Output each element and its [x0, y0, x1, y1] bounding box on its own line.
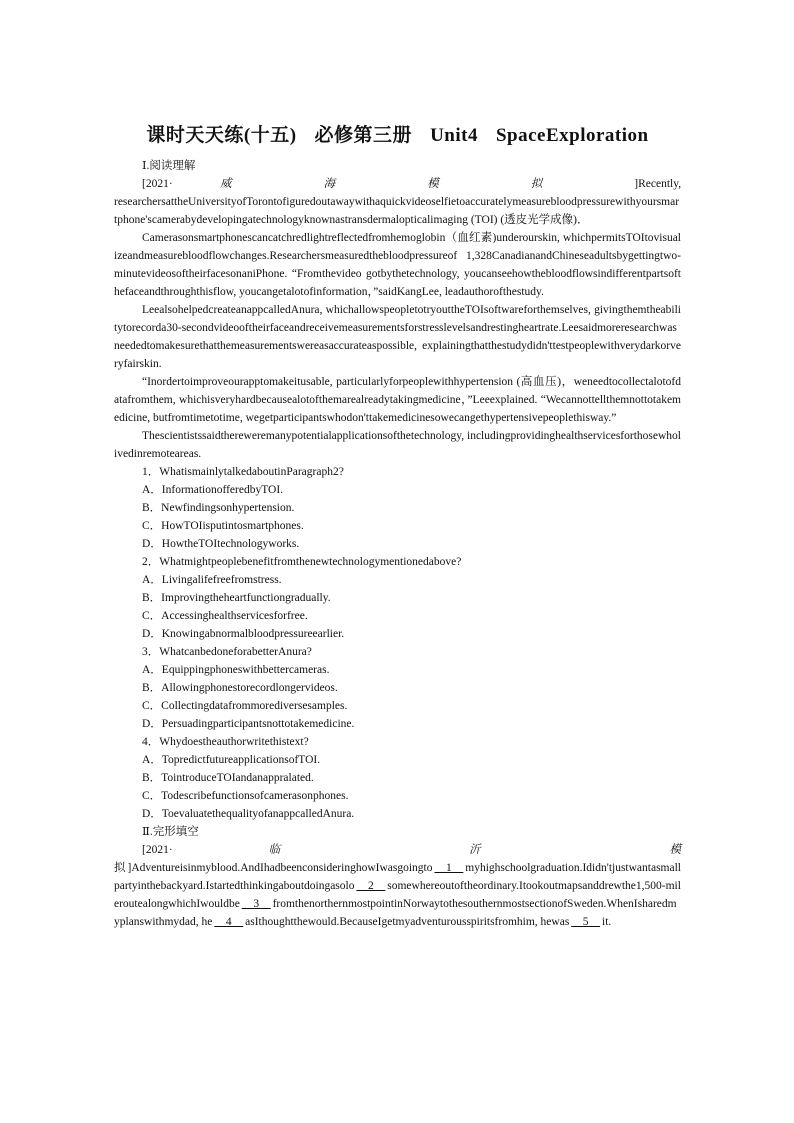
title-part-1: 课时天天练(十五) [146, 125, 297, 146]
paragraph-3: LeealsohelpedcreateanappcalledAnura, whichallowspeopletotryouttheTOIsoftwareforthemselves, givingthemtheabilitytorecorda30-secondvideooftheirfaceandreceivemeasurementsforstresslevelsandrestingheartrate.Leesaidmoreresearchwasneededtomakesurethatthemeasurementswereasaccurateaspossible, explainingthatthestudydidn'ttestpeoplewithverydarkorveryfairskin. [114, 304, 681, 370]
title-part-4: SpaceExploration [495, 125, 649, 146]
option-3a: A．Equippingphoneswithbettercameras. [142, 664, 330, 676]
paragraph-1: researchersattheUniversityofTorontofiguredoutawaywithaquickvideoselfietoaccuratelymeasurebloodpressurewithyoursmartphone'scamerabydevelopingatechnologyknownastransdermalopticalimaging (TOI) (透皮光学成像)． [114, 196, 680, 226]
source-line-reading [114, 175, 681, 193]
source-char: 拟 [530, 178, 587, 190]
cloze-text: somewhereoutoftheordinary.Itookoutmapsanddrewthe1,500-mileroutealongwhichIwouldbe [114, 880, 681, 910]
title-part-3: Unit4 [430, 125, 478, 146]
source-char: 模 [669, 844, 682, 856]
paragraph-5: Thescientistssaidthereweremanypotentialapplicationsofthetechnology, includingprovidinghealthservicesforthosewholivedinremoteareas. [114, 430, 681, 460]
question-4: 4．Whydoestheauthorwritethistext? [142, 736, 309, 748]
option-1d: D．HowtheTOItechnologyworks. [142, 538, 300, 550]
cloze-blank-5: __5__ [571, 916, 601, 928]
option-4b: B．TointroduceTOIandanappralated. [142, 772, 314, 784]
option-4d: D．ToevaluatethequalityofanappcalledAnura. [142, 808, 355, 820]
source-year: [2021· [142, 178, 173, 190]
option-1c: C．HowTOIisputintosmartphones. [142, 520, 304, 532]
option-1b: B．Newfindingsonhypertension. [142, 502, 295, 514]
cloze-text: fromthenorthernmostpointinNorwaytothesouthernmostsectionofSweden.WhenIsharedmyplanswithmydad, he [114, 898, 677, 928]
section-heading-cloze: Ⅱ.完形填空 [142, 826, 199, 838]
source-year: [2021· [142, 844, 173, 856]
question-2: 2．Whatmightpeoplebenefitfromthenewtechnologymentionedabove? [142, 556, 462, 568]
cloze-blank-1: __1__ [434, 862, 464, 874]
paragraph-2: Camerasonsmartphonescancatchredlightreflectedfromhemoglobin（血红素)underourskin, whichpermitsTOItovisualizeandmeasurebloodflowchanges.Researchersmeasuredthebloodpressureof 1,328CanadianandChineseadultsbygettingtwo-minutevideosoftheirfacesonaniPhone. “Fromthevideo gotbythetechnology, youcanseehowthebloodflowsindifferentpartsofthefaceandthroughthisflow, youcangetalotofinformation，”saidKangLee, leadauthorofthestudy. [114, 232, 681, 298]
cloze-text: it. [602, 916, 612, 928]
cloze-blank-4: __4__ [214, 916, 244, 928]
title-part-2: 必修第三册 [314, 125, 413, 146]
cloze-blank-2: __2__ [356, 880, 386, 892]
source-char: 海 [323, 178, 380, 190]
worksheet-page [114, 120, 681, 931]
option-2c: C．Accessinghealthservicesforfree. [142, 610, 308, 622]
source-char: 威 [220, 178, 277, 190]
option-2d: D．Knowingabnormalbloodpressureearlier. [142, 628, 345, 640]
question-3: 3．WhatcanbedoneforabetterAnura? [142, 646, 312, 658]
option-1a: A．InformationofferedbyTOI. [142, 484, 284, 496]
section-heading-reading: Ⅰ.阅读理解 [142, 160, 196, 172]
source-lead: ]Recently, [634, 178, 682, 190]
page-title [114, 120, 681, 147]
question-1: 1．WhatismainlytalkedaboutinParagraph2? [142, 466, 344, 478]
source-char: 模 [427, 178, 484, 190]
option-3b: B．Allowingphonestorecordlongervideos. [142, 682, 338, 694]
source-line-cloze [114, 841, 681, 859]
question-list [114, 463, 681, 823]
option-3d: D．Persuadingparticipantsnottotakemedicine. [142, 718, 355, 730]
option-2b: B．Improvingtheheartfunctiongradually. [142, 592, 331, 604]
source-char: 沂 [469, 844, 574, 856]
cloze-text: 拟]Adventureisinmyblood.AndIhadbeenconsideringhowIwasgoingto [114, 862, 433, 874]
option-3c: C．Collectingdatafrommorediversesamples. [142, 700, 348, 712]
source-char: 临 [268, 844, 374, 856]
cloze-text: asIthoughtthewould.BecauseIgetmyadventurousspiritsfromhim, hewas [245, 916, 570, 928]
paragraph-4: “Inordertoimproveourapptomakeitusable, particularlyforpeoplewithhypertension (高血压)，weneedtocollectalotofdatafromthem, whichisveryhardbecausealotofthemarealreadytakingmedicine，”Leeexplained. “Wecannottellthemnottotakemedicine, butfromtimetotime, wegetparticipantswhodon'ttakemedicinesowecangethypertensivepeoplethisway.” [114, 376, 681, 424]
cloze-blank-3: __3__ [241, 898, 271, 910]
option-4c: C．Todescribefunctionsofcamerasonphones. [142, 790, 349, 802]
option-2a: A．Livingalifefreefromstress. [142, 574, 282, 586]
cloze-passage [114, 859, 681, 931]
option-4a: A．TopredictfutureapplicationsofTOI. [142, 754, 321, 766]
cloze-text: myhighschoolgraduation.Ididn'tjustwantasmallpartyinthebackyard.Istartedthinkingaboutdoingasolo [114, 862, 681, 892]
